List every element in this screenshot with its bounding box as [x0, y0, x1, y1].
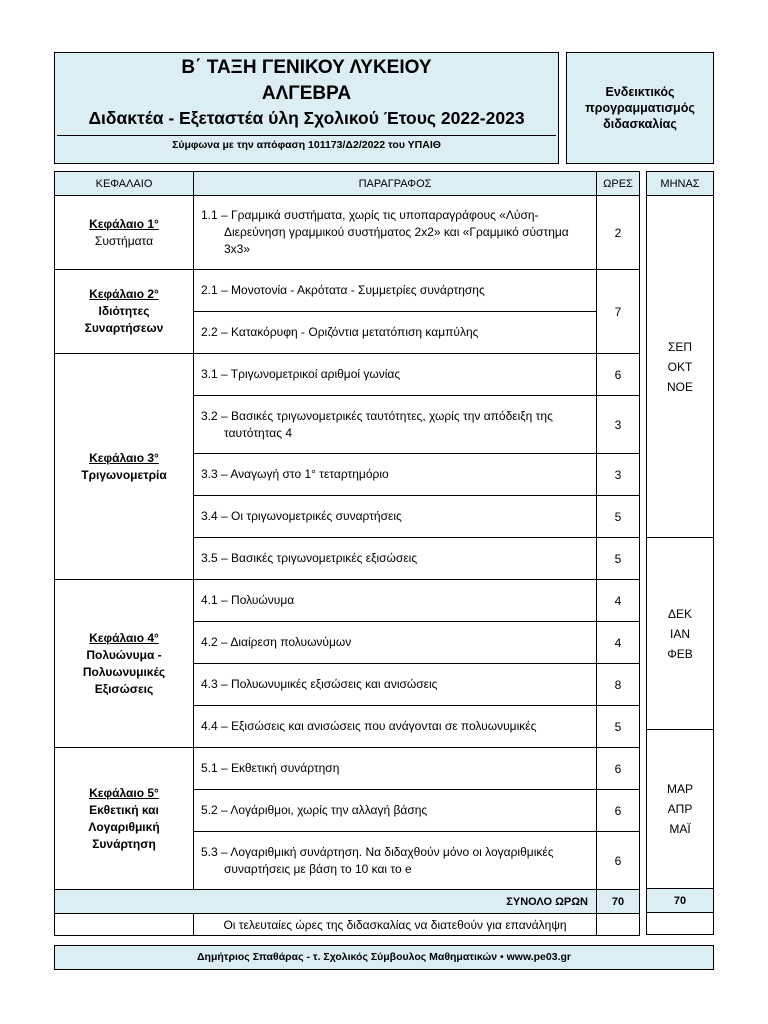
- hours-cell: 2: [597, 196, 640, 270]
- table-row: [55, 354, 640, 396]
- hours-cell: 5: [597, 538, 640, 580]
- hours-cell: 6: [597, 790, 640, 832]
- month-label: ΝΟΕ: [666, 379, 693, 394]
- month-label: ΦΕΒ: [667, 646, 693, 661]
- paragraph-cell: 2.2 – Κατακόρυφη - Οριζόντια μετατόπιση καμπύλης: [194, 312, 597, 354]
- hours-cell: 6: [597, 748, 640, 790]
- hours-cell: 4: [597, 622, 640, 664]
- hours-cell: 3: [597, 396, 640, 454]
- decision-note: Σύμφωνα με την απόφαση 101173/Δ2/2022 του ΥΠΑΙΘ: [172, 139, 441, 151]
- hours-cell: 5: [597, 496, 640, 538]
- month-label: ΣΕΠ: [667, 339, 693, 354]
- table-row: [55, 196, 640, 270]
- months-header: ΜΗΝΑΣ: [647, 172, 714, 196]
- author-footer: Δημήτριος Σπαθάρας - τ. Σχολικός Σύμβουλος Μαθηματικών • www.pe03.gr: [54, 945, 714, 970]
- paragraph-cell: 3.4 – Οι τριγωνομετρικές συναρτήσεις: [194, 496, 597, 538]
- paragraph-cell: 1.1 – Γραμμικά συστήματα, χωρίς τις υποπαραγράφους «Λύση-Διερεύνηση γραμμικού συστήματος 2x2» και «Γραμμικό σύστημα 3x3»: [194, 196, 597, 270]
- chapter-title: Ιδιότητες Συναρτήσεων: [84, 304, 164, 335]
- chapter-title: Συστήματα: [94, 233, 154, 248]
- paragraph-cell: 4.2 – Διαίρεση πολυωνύμων: [194, 622, 597, 664]
- note-hours-blank: [597, 914, 640, 936]
- month-label: ΔΕΚ: [667, 606, 693, 621]
- header-divider: [57, 135, 556, 136]
- chapter-number: Κεφάλαιο 1°: [89, 216, 159, 231]
- months-table: [646, 171, 714, 935]
- header-paragraph: ΠΑΡΑΓΡΑΦΟΣ: [194, 172, 597, 196]
- chapter-number: Κεφάλαιο 5°: [89, 785, 159, 800]
- paragraph-cell: 3.1 – Τριγωνομετρικοί αριθμοί γωνίας: [194, 354, 597, 396]
- header-box: [54, 52, 559, 164]
- total-label: ΣΥΝΟΛΟ ΩΡΩΝ: [194, 890, 597, 914]
- note-row: [55, 914, 640, 936]
- table-row: [55, 748, 640, 790]
- month-group: [647, 196, 714, 538]
- planning-line-3: διδασκαλίας: [603, 117, 677, 131]
- table-row: [55, 580, 640, 622]
- chapter-cell: [55, 196, 194, 270]
- hours-cell: 3: [597, 454, 640, 496]
- total-spacer: [55, 890, 194, 914]
- hours-cell: 8: [597, 664, 640, 706]
- note-spacer: [55, 914, 194, 936]
- hours-cell: 6: [597, 354, 640, 396]
- planning-box: [566, 52, 714, 164]
- paragraph-cell: 4.1 – Πολυώνυμα: [194, 580, 597, 622]
- chapter-title: Πολυώνυμα - Πολυωνυμικές Εξισώσεις: [82, 647, 166, 696]
- month-group: [647, 730, 714, 889]
- subject-title: ΑΛΓΕΒΡΑ: [261, 83, 352, 104]
- chapter-number: Κεφάλαιο 3°: [89, 450, 159, 465]
- header-chapter: ΚΕΦΑΛΑΙΟ: [55, 172, 194, 196]
- paragraph-cell: 4.4 – Εξισώσεις και ανισώσεις που ανάγονται σε πολυωνυμικές: [194, 706, 597, 748]
- syllabus-title: Διδακτέα - Εξεταστέα ύλη Σχολικού Έτους 2022-2023: [88, 108, 525, 128]
- chapter-cell: [55, 354, 194, 580]
- syllabus-table: [54, 171, 640, 936]
- planning-line-2: προγραμματισμός: [585, 101, 695, 115]
- chapter-title: Τριγωνομετρία: [81, 467, 167, 482]
- paragraph-cell: 4.3 – Πολυωνυμικές εξισώσεις και ανισώσεις: [194, 664, 597, 706]
- table-header-row: [55, 172, 640, 196]
- chapter-title: Εκθετική και Λογαριθμική Συνάρτηση: [88, 802, 160, 851]
- hours-cell: 6: [597, 832, 640, 890]
- month-group: [647, 538, 714, 730]
- total-row: [55, 890, 640, 914]
- month-label: ΜΑΡ: [666, 782, 693, 796]
- chapter-cell: [55, 270, 194, 354]
- table-row: [55, 270, 640, 312]
- header-hours: ΩΡΕΣ: [597, 172, 640, 196]
- chapter-cell: [55, 748, 194, 890]
- month-label: ΜΑΪ: [669, 822, 691, 836]
- class-title: Β΄ ΤΑΞΗ ΓΕΝΙΚΟΥ ΛΥΚΕΙΟΥ: [181, 57, 432, 78]
- paragraph-cell: 5.3 – Λογαριθμική συνάρτηση. Να διδαχθούν μόνο οι λογαριθμικές συναρτήσεις με βάση το 10 και το e: [194, 832, 597, 890]
- paragraph-cell: 3.2 – Βασικές τριγωνομετρικές ταυτότητες, χωρίς την απόδειξη της ταυτότητας 4: [194, 396, 597, 454]
- hours-cell: 5: [597, 706, 640, 748]
- chapter-cell: [55, 580, 194, 748]
- paragraph-cell: 3.5 – Βασικές τριγωνομετρικές εξισώσεις: [194, 538, 597, 580]
- chapter-number: Κεφάλαιο 2°: [89, 287, 159, 301]
- revision-note: Οι τελευταίες ώρες της διδασκαλίας να διατεθούν για επανάληψη: [194, 914, 597, 936]
- month-label: ΟΚΤ: [667, 359, 693, 374]
- months-blank: [647, 913, 714, 935]
- hours-cell: 7: [597, 270, 640, 354]
- paragraph-cell: 5.1 – Εκθετική συνάρτηση: [194, 748, 597, 790]
- paragraph-cell: 3.3 – Αναγωγή στο 1° τεταρτημόριο: [194, 454, 597, 496]
- month-label: ΙΑΝ: [669, 626, 690, 641]
- chapter-number: Κεφάλαιο 4°: [89, 630, 159, 645]
- paragraph-cell: 2.1 – Μονοτονία - Ακρότατα - Συμμετρίες συνάρτησης: [194, 270, 597, 312]
- paragraph-cell: 5.2 – Λογάριθμοι, χωρίς την αλλαγή βάσης: [194, 790, 597, 832]
- planning-line-1: Ενδεικτικός: [605, 85, 675, 99]
- months-total: 70: [647, 889, 714, 913]
- hours-cell: 4: [597, 580, 640, 622]
- total-hours: 70: [597, 890, 640, 914]
- month-label: ΑΠΡ: [667, 802, 693, 816]
